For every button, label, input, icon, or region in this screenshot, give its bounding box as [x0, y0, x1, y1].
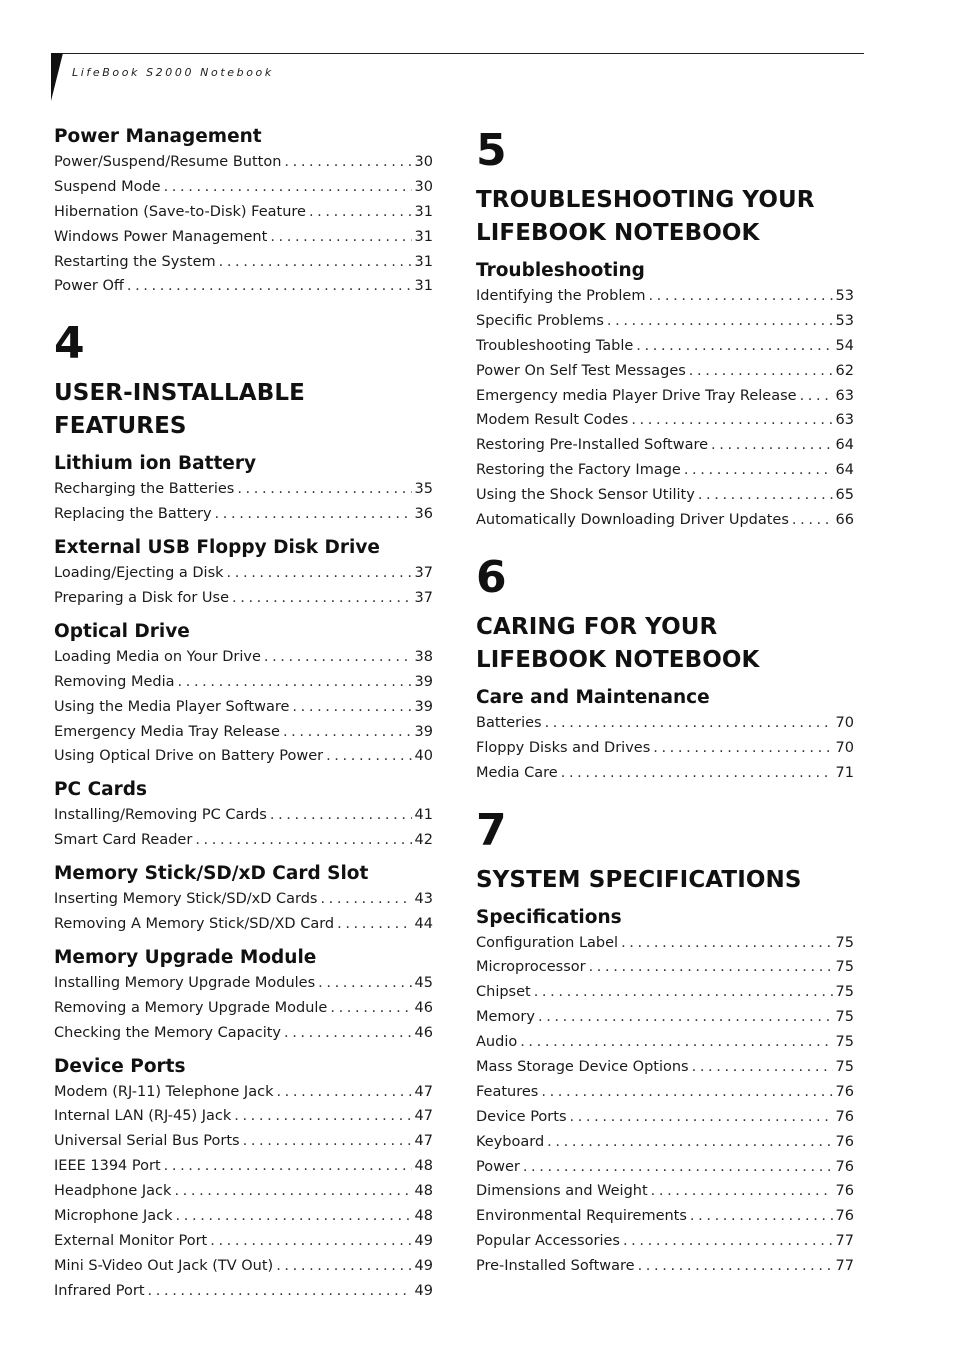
toc-entry[interactable]: [476, 359, 854, 384]
toc-entry-page-number: 39: [414, 723, 433, 740]
toc-entry-label: Chipset: [476, 984, 531, 1001]
toc-entry-label: Preparing a Disk for Use: [54, 590, 230, 607]
section-heading: Memory Upgrade Module: [54, 946, 317, 968]
toc-entry-page-number: 42: [414, 832, 433, 849]
chapter-block: [476, 124, 854, 533]
section-heading: Troubleshooting: [476, 260, 645, 281]
dot-leader: [698, 483, 833, 508]
toc-entry-label: Installing/Removing PC Cards: [54, 807, 267, 824]
dot-leader: [234, 1104, 411, 1129]
toc-entry-label: Power/Suspend/Resume Button: [54, 154, 282, 170]
toc-entry-label: Recharging the Batteries: [54, 481, 235, 498]
toc-entry-label: Hibernation (Save-to-Disk) Feature: [54, 203, 306, 220]
dot-leader: [148, 1279, 412, 1304]
chapter-block: [54, 317, 433, 1303]
toc-entry-label: Microphone Jack: [54, 1208, 173, 1225]
toc-entry-page-number: 65: [835, 487, 854, 504]
toc-entry[interactable]: [476, 1080, 854, 1105]
toc-entry-page-number: 77: [835, 1233, 854, 1250]
dot-leader: [621, 931, 832, 956]
toc-entry[interactable]: [54, 670, 433, 695]
dot-leader: [178, 670, 412, 695]
toc-entry-page-number: 75: [835, 1034, 854, 1051]
toc-entry[interactable]: [476, 736, 854, 761]
dot-leader: [541, 1080, 832, 1105]
toc-entry-page-number: 76: [835, 1108, 854, 1125]
toc-entry[interactable]: [476, 1055, 854, 1080]
toc-entry[interactable]: [54, 803, 433, 828]
toc-entry-page-number: 76: [835, 1083, 854, 1100]
dot-leader: [176, 1204, 412, 1229]
toc-entry[interactable]: [476, 483, 854, 508]
section-heading: Memory Stick/SD/xD Card Slot: [54, 863, 369, 885]
toc-entry[interactable]: [54, 1179, 433, 1204]
toc-entry-label: Loading Media on Your Drive: [54, 648, 261, 665]
toc-entry[interactable]: [54, 150, 433, 175]
toc-entry-label: Modem (RJ-11) Telephone Jack: [54, 1083, 274, 1100]
toc-entry[interactable]: [476, 284, 854, 309]
toc-entry-page-number: 76: [835, 1133, 854, 1150]
chapter-number: 4: [54, 318, 85, 370]
dot-leader: [164, 1154, 412, 1179]
section-heading: Care and Maintenance: [476, 686, 710, 708]
dot-leader: [570, 1105, 833, 1130]
toc-entry-label: Troubleshooting Table: [476, 337, 634, 354]
toc-entry-label: Restoring Pre-Installed Software: [476, 437, 709, 454]
dot-leader: [800, 384, 833, 409]
toc-entry-label: Emergency media Player Drive Tray Release: [476, 387, 797, 404]
section-heading: External USB Floppy Disk Drive: [54, 537, 380, 559]
dot-leader: [692, 1055, 833, 1080]
toc-entry-page-number: 63: [835, 412, 854, 429]
dot-leader: [284, 150, 411, 175]
toc-entry[interactable]: [476, 309, 854, 334]
toc-entry-label: Emergency Media Tray Release: [54, 723, 280, 740]
toc-entry-label: Environmental Requirements: [476, 1208, 687, 1225]
toc-entry-page-number: 75: [835, 1009, 854, 1026]
toc-entry-label: Removing a Memory Upgrade Module: [54, 999, 328, 1016]
toc-entry-label: Specific Problems: [476, 312, 604, 329]
toc-entry[interactable]: [54, 1129, 433, 1154]
toc-entry[interactable]: [476, 1229, 854, 1254]
toc-entry-label: External Monitor Port: [54, 1232, 208, 1249]
toc-entry[interactable]: [54, 720, 433, 745]
toc-entry[interactable]: [54, 744, 433, 769]
section-heading: Lithium ion Battery: [54, 453, 257, 475]
toc-entry[interactable]: [476, 1204, 854, 1229]
toc-entry-label: Headphone Jack: [54, 1183, 172, 1200]
toc-entry-label: Replacing the Battery: [54, 506, 212, 523]
dot-leader: [318, 971, 411, 996]
dot-leader: [684, 458, 833, 483]
toc-entry-page-number: 53: [835, 288, 854, 304]
dot-leader: [270, 225, 411, 250]
toc-entry[interactable]: [54, 996, 433, 1021]
toc-entry-page-number: 43: [414, 891, 433, 908]
toc-entry[interactable]: [54, 645, 433, 670]
toc-entry-page-number: 38: [414, 648, 433, 665]
dot-leader: [653, 736, 832, 761]
section-heading: Optical Drive: [54, 620, 190, 642]
dot-leader: [195, 828, 411, 853]
dot-leader: [232, 586, 412, 611]
toc-entry-page-number: 31: [414, 253, 433, 270]
dot-leader: [711, 433, 833, 458]
toc-entry-label: Identifying the Problem: [476, 288, 646, 304]
toc-entry[interactable]: [476, 1030, 854, 1055]
toc-right-column: [476, 124, 854, 1279]
toc-entry-page-number: 76: [835, 1158, 854, 1175]
toc-entry-page-number: 53: [835, 312, 854, 329]
toc-entry-label: Using the Shock Sensor Utility: [476, 487, 695, 504]
toc-entry-page-number: 63: [835, 387, 854, 404]
toc-entry[interactable]: [54, 1279, 433, 1304]
toc-entry-label: Infrared Port: [54, 1282, 145, 1299]
section-heading: Power Management: [54, 126, 262, 147]
toc-entry-page-number: 31: [414, 278, 433, 295]
dot-leader: [210, 1229, 411, 1254]
chapter-title: CARING FOR YOUR LIFEBOOK NOTEBOOK: [476, 613, 760, 673]
toc-entry-page-number: 47: [414, 1133, 433, 1150]
dot-leader: [243, 1129, 412, 1154]
dot-leader: [270, 803, 412, 828]
header-tab-marker: [51, 53, 63, 101]
toc-entry[interactable]: [54, 586, 433, 611]
dot-leader: [623, 1229, 833, 1254]
chapter-block: [54, 124, 433, 299]
toc-entry-label: Installing Memory Upgrade Modules: [54, 974, 316, 991]
toc-entry-page-number: 64: [835, 437, 854, 454]
dot-leader: [330, 996, 411, 1021]
toc-entry-label: Configuration Label: [476, 934, 619, 951]
toc-entry-page-number: 47: [414, 1083, 433, 1100]
toc-entry-page-number: 31: [414, 228, 433, 245]
toc-entry-page-number: 76: [835, 1208, 854, 1225]
toc-entry[interactable]: [54, 1254, 433, 1279]
toc-entry-label: Power: [476, 1158, 520, 1175]
chapter-title: USER-INSTALLABLE FEATURES: [54, 380, 305, 440]
toc-left-column: [54, 124, 433, 1304]
toc-entry[interactable]: [54, 502, 433, 527]
dot-leader: [638, 1254, 833, 1279]
toc-entry-page-number: 70: [835, 739, 854, 756]
toc-entry-page-number: 41: [414, 807, 433, 824]
toc-entry[interactable]: [54, 561, 433, 586]
toc-entry[interactable]: [54, 1154, 433, 1179]
toc-entry-label: Suspend Mode: [54, 178, 161, 195]
toc-entry-label: Floppy Disks and Drives: [476, 739, 651, 756]
dot-leader: [337, 912, 411, 937]
toc-entry-page-number: 46: [414, 1024, 433, 1041]
toc-entry-page-number: 40: [414, 748, 433, 765]
dot-leader: [237, 477, 411, 502]
chapter-number: 5: [476, 125, 507, 176]
dot-leader: [276, 1254, 411, 1279]
toc-entry-page-number: 39: [414, 673, 433, 690]
toc-entry-label: Pre-Installed Software: [476, 1258, 635, 1275]
toc-entry-label: Loading/Ejecting a Disk: [54, 565, 224, 582]
toc-entry[interactable]: [476, 1005, 854, 1030]
dot-leader: [547, 1130, 832, 1155]
dot-leader: [538, 1005, 833, 1030]
toc-entry-label: Mass Storage Device Options: [476, 1059, 689, 1076]
dot-leader: [283, 720, 412, 745]
dot-leader: [215, 502, 412, 527]
toc-entry[interactable]: [476, 931, 854, 956]
dot-leader: [561, 761, 833, 786]
toc-entry[interactable]: [54, 887, 433, 912]
toc-entry-label: Dimensions and Weight: [476, 1183, 648, 1200]
toc-entry[interactable]: [476, 711, 854, 736]
chapter-number: 7: [476, 804, 507, 856]
toc-entry-page-number: 37: [414, 590, 433, 607]
dot-leader: [276, 1080, 411, 1105]
toc-entry-label: Restoring the Factory Image: [476, 462, 681, 479]
toc-entry[interactable]: [54, 225, 433, 250]
dot-leader: [292, 695, 411, 720]
toc-entry-page-number: 37: [414, 565, 433, 582]
toc-entry-label: IEEE 1394 Port: [54, 1158, 161, 1175]
toc-entry-page-number: 66: [835, 512, 854, 529]
toc-entry[interactable]: [54, 971, 433, 996]
dot-leader: [648, 284, 832, 309]
dot-leader: [607, 309, 833, 334]
chapter-title: TROUBLESHOOTING YOUR LIFEBOOK NOTEBOOK: [476, 187, 815, 246]
toc-entry[interactable]: [54, 274, 433, 299]
toc-entry[interactable]: [476, 508, 854, 533]
toc-entry-label: Checking the Memory Capacity: [54, 1024, 281, 1041]
toc-entry-label: Restarting the System: [54, 253, 216, 270]
toc-entry[interactable]: [476, 334, 854, 359]
running-header-title: LifeBook S2000 Notebook: [72, 66, 274, 79]
toc-entry-page-number: 75: [835, 959, 854, 976]
dot-leader: [792, 508, 833, 533]
toc-entry-page-number: 70: [835, 714, 854, 731]
dot-leader: [264, 645, 412, 670]
toc-entry-page-number: 36: [414, 506, 433, 523]
toc-entry[interactable]: [476, 433, 854, 458]
toc-entry-page-number: 76: [835, 1183, 854, 1200]
toc-entry-page-number: 48: [414, 1183, 433, 1200]
toc-entry-page-number: 77: [835, 1258, 854, 1275]
toc-entry[interactable]: [54, 1104, 433, 1129]
dot-leader: [523, 1155, 833, 1180]
toc-entry-page-number: 49: [414, 1232, 433, 1249]
toc-entry[interactable]: [476, 384, 854, 409]
dot-leader: [651, 1179, 833, 1204]
toc-entry[interactable]: [54, 477, 433, 502]
chapter-block: [476, 804, 854, 1279]
dot-leader: [219, 250, 412, 275]
toc-entry-page-number: 48: [414, 1208, 433, 1225]
toc-entry[interactable]: [54, 250, 433, 275]
section-heading: Specifications: [476, 906, 622, 928]
toc-entry[interactable]: [54, 1080, 433, 1105]
toc-entry-label: Windows Power Management: [54, 228, 268, 245]
toc-entry-page-number: 44: [414, 916, 433, 933]
toc-entry[interactable]: [476, 761, 854, 786]
chapter-block: [476, 551, 854, 786]
toc-entry[interactable]: [54, 695, 433, 720]
toc-entry-page-number: 31: [414, 203, 433, 220]
dot-leader: [545, 711, 833, 736]
toc-entry-label: Using the Media Player Software: [54, 698, 290, 715]
toc-entry-label: Removing Media: [54, 673, 175, 690]
toc-entry[interactable]: [476, 1254, 854, 1279]
toc-entry-label: Universal Serial Bus Ports: [54, 1133, 240, 1150]
toc-entry-label: Memory: [476, 1009, 535, 1026]
dot-leader: [284, 1021, 412, 1046]
toc-entry-page-number: 39: [414, 698, 433, 715]
toc-entry-page-number: 49: [414, 1282, 433, 1299]
dot-leader: [309, 200, 412, 225]
toc-entry-page-number: 64: [835, 462, 854, 479]
toc-entry-label: Internal LAN (RJ-45) Jack: [54, 1108, 232, 1125]
toc-entry[interactable]: [476, 1179, 854, 1204]
dot-leader: [127, 274, 412, 299]
toc-entry-page-number: 47: [414, 1108, 433, 1125]
toc-entry-label: Inserting Memory Stick/SD/xD Cards: [54, 891, 318, 908]
toc-entry-page-number: 45: [414, 974, 433, 991]
toc-entry[interactable]: [476, 1105, 854, 1130]
toc-entry-label: Popular Accessories: [476, 1233, 620, 1250]
toc-entry-label: Batteries: [476, 714, 542, 731]
toc-entry-label: Modem Result Codes: [476, 412, 629, 429]
dot-leader: [227, 561, 412, 586]
dot-leader: [164, 175, 412, 200]
dot-leader: [326, 744, 411, 769]
toc-entry-page-number: 46: [414, 999, 433, 1016]
dot-leader: [320, 887, 411, 912]
toc-entry-page-number: 75: [835, 934, 854, 951]
toc-entry-page-number: 71: [835, 764, 854, 781]
toc-entry-label: Media Care: [476, 764, 558, 781]
toc-entry[interactable]: [54, 828, 433, 853]
header-rule: [52, 53, 864, 54]
toc-entry-page-number: 49: [414, 1257, 433, 1274]
toc-entry-label: Features: [476, 1083, 539, 1100]
toc-entry[interactable]: [54, 912, 433, 937]
dot-leader: [689, 359, 833, 384]
toc-entry[interactable]: [476, 955, 854, 980]
toc-entry[interactable]: [476, 408, 854, 433]
toc-entry-page-number: 62: [835, 362, 854, 379]
toc-entry[interactable]: [476, 1155, 854, 1180]
toc-entry-label: Power On Self Test Messages: [476, 362, 686, 379]
toc-entry-label: Microprocessor: [476, 959, 586, 976]
dot-leader: [174, 1179, 411, 1204]
toc-entry[interactable]: [54, 1204, 433, 1229]
toc-entry-label: Device Ports: [476, 1108, 567, 1125]
dot-leader: [636, 334, 832, 359]
dot-leader: [534, 980, 833, 1005]
chapter-title: SYSTEM SPECIFICATIONS: [476, 866, 802, 893]
toc-entry-page-number: 75: [835, 984, 854, 1001]
toc-entry[interactable]: [54, 200, 433, 225]
toc-entry[interactable]: [54, 1021, 433, 1046]
toc-entry-label: Power Off: [54, 278, 124, 295]
toc-entry-label: Using Optical Drive on Battery Power: [54, 748, 324, 765]
toc-entry-page-number: 35: [414, 481, 433, 498]
toc-entry[interactable]: [476, 1130, 854, 1155]
toc-entry-label: Keyboard: [476, 1133, 545, 1150]
dot-leader: [520, 1030, 832, 1055]
section-heading: Device Ports: [54, 1055, 186, 1077]
section-heading: PC Cards: [54, 779, 148, 801]
chapter-number: 6: [476, 551, 507, 603]
toc-entry[interactable]: [54, 1229, 433, 1254]
toc-entry-label: Audio: [476, 1034, 518, 1051]
toc-entry-label: Automatically Downloading Driver Updates: [476, 512, 789, 529]
toc-entry-page-number: 75: [835, 1059, 854, 1076]
dot-leader: [631, 408, 832, 433]
toc-entry[interactable]: [476, 458, 854, 483]
toc-entry-label: Smart Card Reader: [54, 832, 193, 849]
toc-entry-page-number: 48: [414, 1158, 433, 1175]
toc-entry-page-number: 30: [414, 178, 433, 195]
dot-leader: [589, 955, 833, 980]
toc-entry-page-number: 54: [835, 337, 854, 354]
toc-entry-label: Mini S-Video Out Jack (TV Out): [54, 1257, 274, 1274]
toc-entry-label: Removing A Memory Stick/SD/XD Card: [54, 916, 335, 933]
toc-entry[interactable]: [476, 980, 854, 1005]
dot-leader: [690, 1204, 833, 1229]
toc-entry[interactable]: [54, 175, 433, 200]
toc-entry-page-number: 30: [414, 154, 433, 170]
